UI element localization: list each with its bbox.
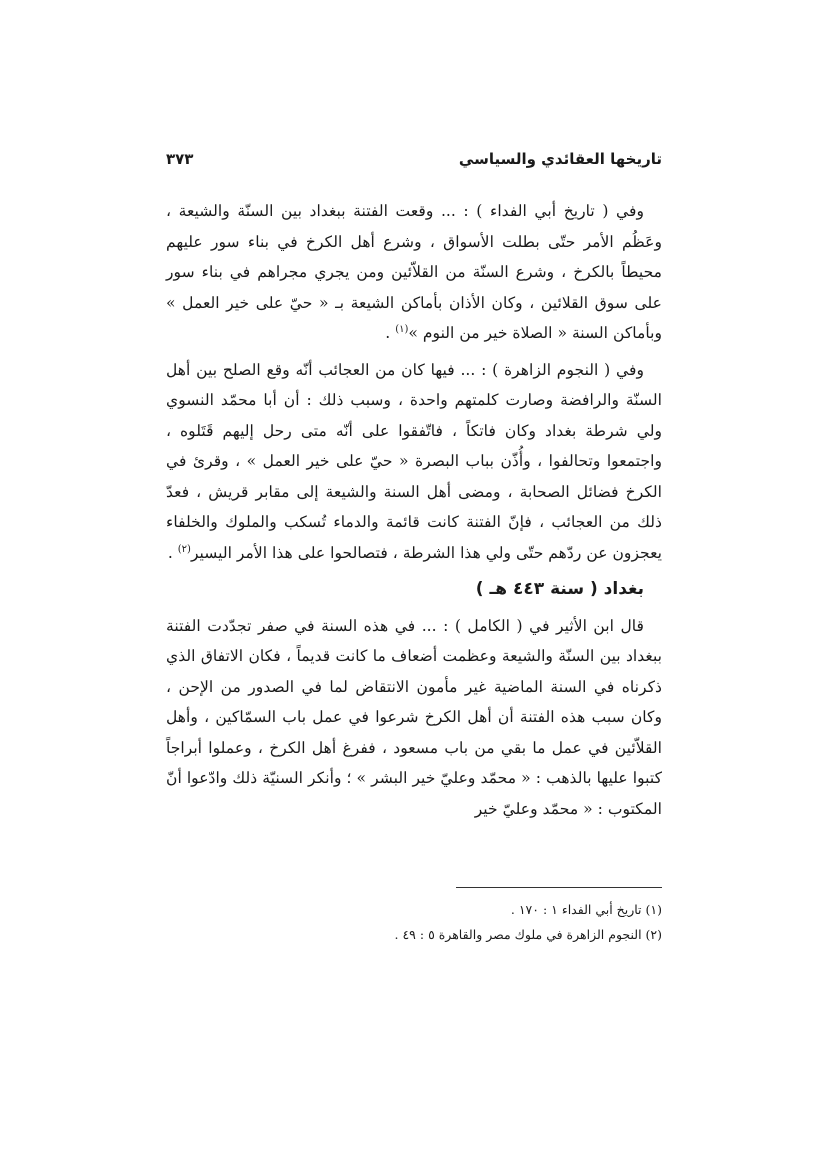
footnote-ref-2[interactable]: (٢) [177,543,191,555]
running-title: تاريخها العقائدي والسياسي [458,150,662,168]
page-number: ٣٧٣ [166,150,194,168]
footnotes [166,897,662,947]
footnote-1: (١) تاريخ أبي الفداء ١ : ١٧٠ . [510,902,662,917]
paragraph-abulfida-text: وفي ( تاريخ أبي الفداء ) : ... وقعت الفتنة ببغداد بين السنّة والشيعة ، وعَظُم الأمر حتّى بطلت الأسواق ، وشرع أهل الكرخ في بناء سور عليهم محيطاً بالكرخ ، وشرع السنّة من القلاّئين ومن يجري مجراهم في بناء سور على سوق القلائين ، وكان الأذان بأماكن الشيعة بـ « حيّ على خير العمل » وبأماكن السنة « الصلاة خير من النوم » [166,202,662,342]
paragraph-kamil: قال ابن الأثير في ( الكامل ) : ... في هذه السنة في صفر تجدّدت الفتنة ببغداد بين السنّة والشيعة وعظمت أضعاف ما كانت قديماً ، فكان الاتفاق الذي ذكرناه في السنة الماضية غير مأمون الانتقاض لما في الصدور من الإحن ، وكان سبب هذه الفتنة أن أهل الكرخ شرعوا في عمل باب السمّاكين ، وأهل القلاّئين في عمل ما بقي من باب مسعود ، ففرغ أهل الكرخ ، وعملوا أبراجاً كتبوا عليها بالذهب : « محمّد وعليّ خير البشر » ؛ وأنكر السنيّة ذلك وادّعوا أنّ المكتوب : « محمّد وعليّ خير [166,616,662,818]
footnote-divider [456,887,662,888]
paragraph-nujum [166,355,662,569]
paragraph-abulfida-end: . [385,324,396,342]
paragraph-nujum-text: وفي ( النجوم الزاهرة ) : ... فيها كان من العجائب أنّه وقع الصلح بين أهل السنّة والرافضة وصارت كلمتهم واحدة ، وسبب ذلك : أن أبا محمّد النسوي ولي شرطة بغداد وكان فاتكاً ، فاتّفقوا على أنّه متى رحل إليهم قَتَلوه ، واجتمعوا وتحالفوا ، وأُذّن بباب البصرة « حيّ على خير العمل » ، وقرئ في الكرخ فضائل الصحابة ، ومضى أهل السنة والشيعة إلى مقابر قريش ، فعدّ ذلك من العجائب ، فإنّ الفتنة كانت قائمة والدماء تُسكب والملوك والخلفاء يعجزون عن ردّهم حتّى ولي هذا الشرطة ، فتصالحوا على هذا الأمر اليسير [166,360,662,562]
page-header [166,150,662,168]
footnote-ref-1[interactable]: (١) [395,323,409,335]
footnote-2: (٢) النجوم الزاهرة في ملوك مصر والقاهرة ٥ : ٤٩ . [394,927,662,942]
paragraph-nujum-end: . [167,543,178,562]
section-heading: بغداد ( سنة ٤٤٣ هـ ) [475,579,644,599]
paragraph-abulfida [166,196,662,349]
body-text [166,196,662,830]
